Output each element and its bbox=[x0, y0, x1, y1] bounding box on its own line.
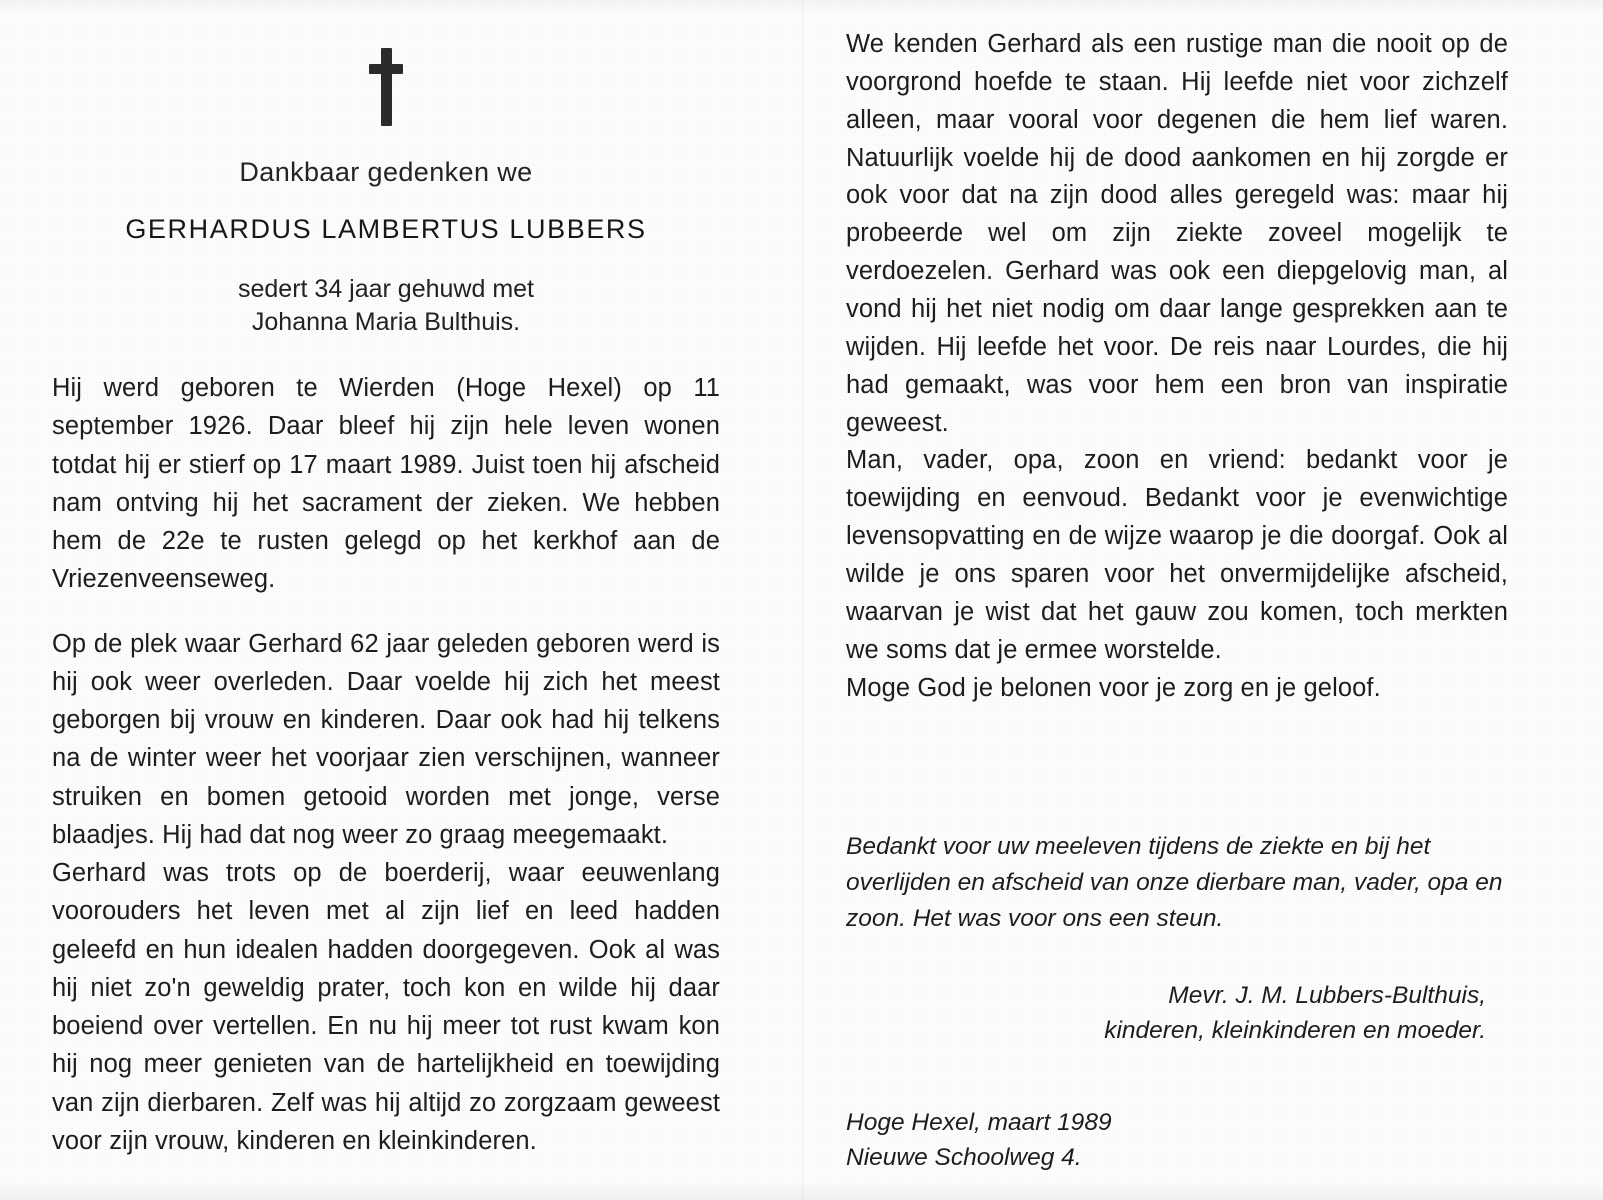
left-paragraph-1: Hij werd geboren te Wierden (Hoge Hexel) op 11 september 1926. Daar bleef hij zijn hele leven wonen totdat hij er stierf op 17 maart 1989. Juist toen hij afscheid nam ontving hij het sacrament der zieken. We hebben hem de 22e te rusten gelegd op het kerkhof aan de Vriezenveenseweg. bbox=[52, 374, 720, 594]
place-line-2: Nieuwe Schoolweg 4. bbox=[846, 1144, 1082, 1172]
right-paragraph-1: We kenden Gerhard als een rustige man die nooit op de voorgrond hoefde te staan. Hij leefde niet voor zichzelf alleen, maar vooral voor degenen die hem lief waren. Natuurlijk voelde hij de dood aankomen en hij zorgde er ook voor dat na zijn dood alles geregeld was: maar hij probeerde wel om zijn ziekte zoveel mogelijk te verdoezelen. Gerhard was ook een diepgelovig man, al vond hij het niet nodig om daar lange gesprekken aan te wijden. Hij leefde het voor. De reis naar Lourdes, die hij had gemaakt, was voor hem een bron van inspiratie geweest. bbox=[846, 30, 1508, 437]
page-bottom-shadow bbox=[0, 1182, 1603, 1200]
right-paragraph-2: Man, vader, opa, zoon en vriend: bedankt voor je toewijding en eenvoud. Bedankt voor je evenwichtige levensopvatting en de wijze waarop je die doorgaf. Ook al wilde je ons sparen voor het onvermijdelijke afscheid, waarvan je wist dat het gauw zou komen, toch merkten we soms dat je ermee worstelde. bbox=[846, 446, 1508, 664]
right-paragraph-3: Moge God je belonen voor je zorg en je geloof. bbox=[846, 673, 1381, 702]
marriage-line-1: sedert 34 jaar gehuwd met bbox=[237, 275, 534, 303]
signature-line-1: Mevr. J. M. Lubbers-Bulthuis, bbox=[1168, 981, 1486, 1009]
signature-line-2: kinderen, kleinkinderen en moeder. bbox=[1104, 1016, 1486, 1044]
place-date-block bbox=[846, 1106, 1508, 1176]
left-paragraph-3: Gerhard was trots op de boerderij, waar eeuwenlang voorouders het leven met al zijn lief en leed hadden geleefd en hun idealen hadden doorgegeven. Ook al was hij niet zo'n geweldig prater, toch kon en wilde hij daar boeiend over vertellen. En nu hij meer tot rust kwam kon hij nog meer genieten van de hartelijkheid en toewijding van zijn dierbaren. Zelf was hij altijd zo zorgzaam geweest voor zijn vrouw, kinderen en kleinkinderen. bbox=[52, 859, 720, 1155]
right-column bbox=[800, 0, 1603, 1200]
thanks-note: Bedankt voor uw meeleven tijdens de ziekte en bij het overlijden en afscheid van onze dierbare man, vader, opa en zoon. Het was voor ons een steun. bbox=[846, 833, 1503, 932]
left-column bbox=[0, 0, 800, 1200]
place-line-1: Hoge Hexel, maart 1989 bbox=[846, 1109, 1112, 1137]
cross-horizontal-bar bbox=[369, 64, 403, 74]
marriage-line-2: Johanna Maria Bulthuis. bbox=[251, 308, 521, 336]
latin-cross-icon bbox=[369, 48, 403, 126]
marriage-info bbox=[52, 273, 720, 339]
left-paragraph-2: Op de plek waar Gerhard 62 jaar geleden geboren werd is hij ook weer overleden. Daar voelde hij zich het meest geborgen bij vrouw en kinderen. Daar ook had hij telkens na de winter weer het voorjaar zien verschijnen, wanneer struiken en bomen getooid worden met jonge, verse blaadjes. Hij had dat nog weer zo graag meegemaakt. bbox=[52, 629, 720, 849]
deceased-name: GERHARDUS LAMBERTUS LUBBERS bbox=[125, 214, 647, 244]
signature-block bbox=[846, 979, 1508, 1049]
cross-icon-wrap bbox=[52, 48, 720, 131]
cross-vertical-bar bbox=[381, 48, 392, 126]
memorial-lead-text: Dankbaar gedenken we bbox=[239, 157, 533, 187]
